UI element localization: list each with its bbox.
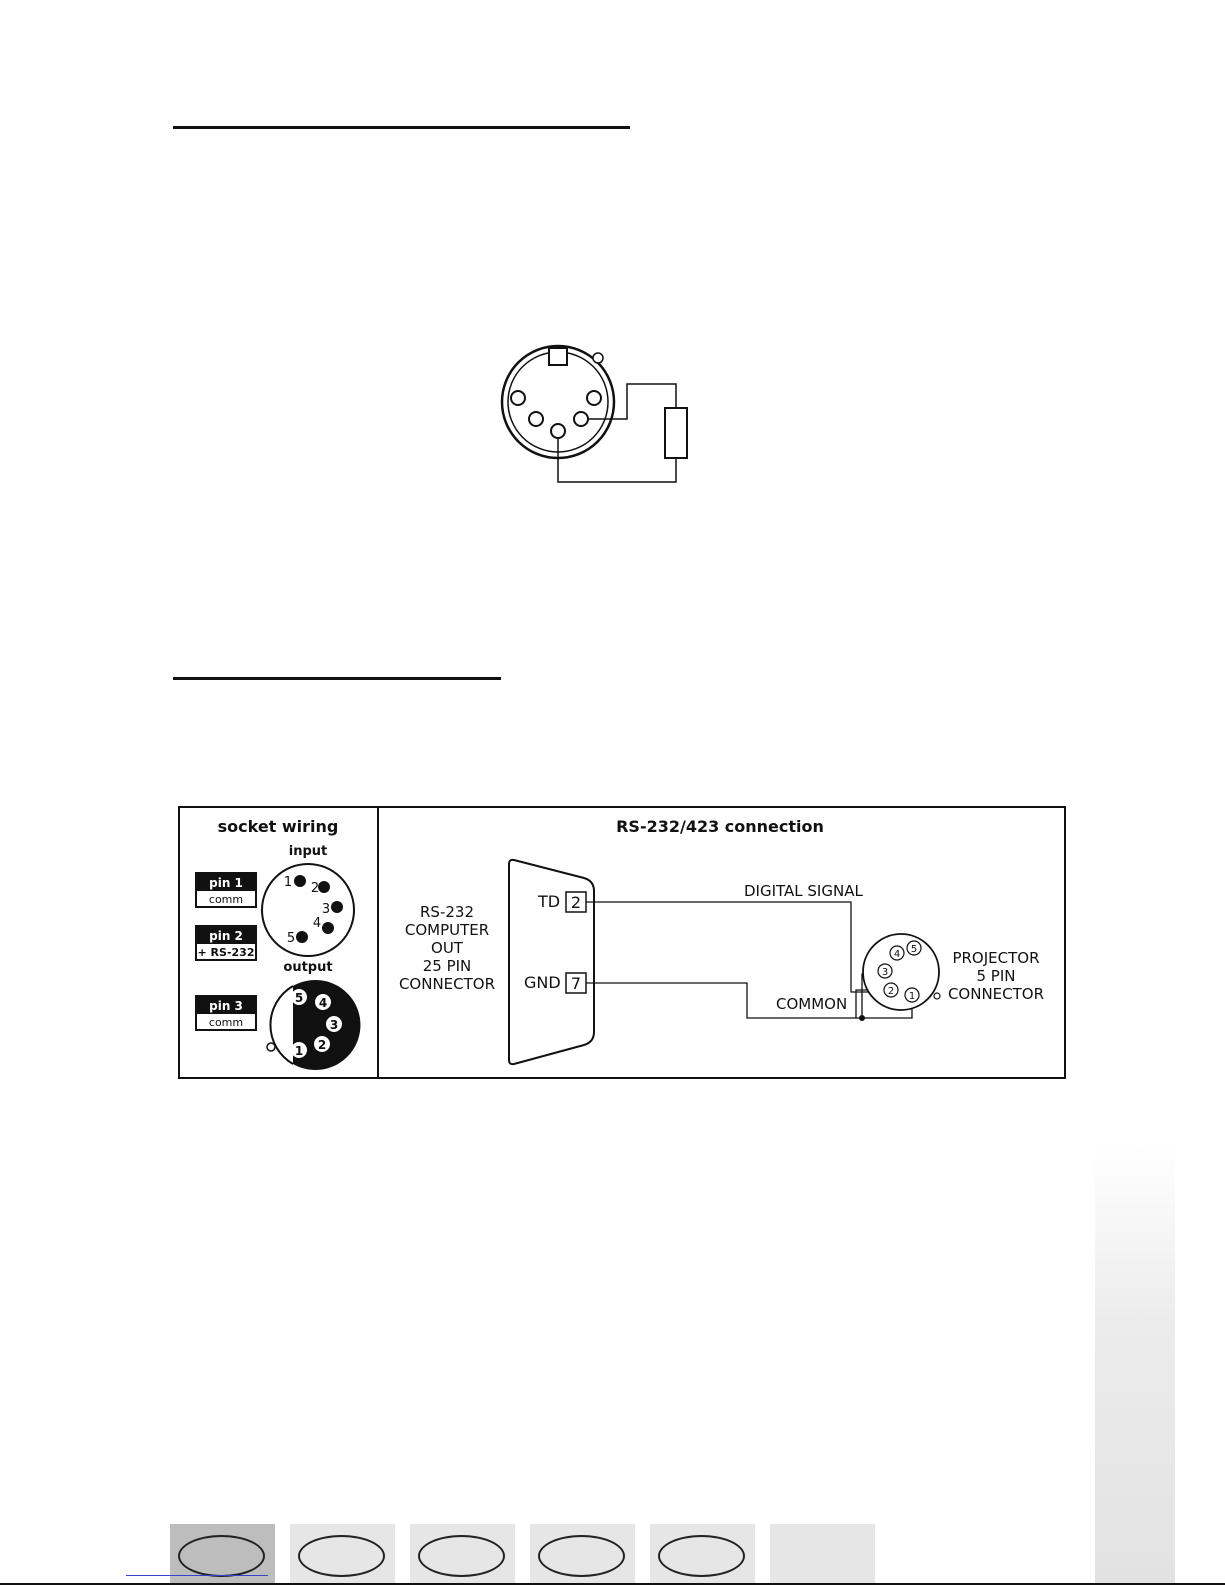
computer-label-line-1: RS-232 (420, 903, 474, 921)
input-label: input (288, 844, 328, 859)
projector-pin-1-label: 1 (908, 991, 916, 1002)
pin2-badge-top: pin 2 (209, 929, 243, 943)
pin3-badge-bottom: comm (208, 1016, 244, 1029)
input-pin-2-dot (318, 881, 330, 893)
input-pin-2-label: 2 (310, 881, 320, 896)
projector-connector (863, 934, 940, 1010)
projector-label-line-2: 5 PIN (976, 967, 1016, 985)
pin2-badge (196, 926, 256, 960)
output-pin-2-label: 2 (317, 1038, 327, 1052)
td-pin-number: 2 (570, 893, 582, 912)
pin1-badge (196, 873, 256, 907)
nav-tab-4[interactable] (530, 1524, 635, 1585)
pin3-badge-top: pin 3 (209, 999, 243, 1013)
db25-connector-shell (509, 860, 594, 1064)
gnd-pin-number: 7 (570, 974, 582, 993)
digital-signal-label: DIGITAL SIGNAL (744, 882, 863, 900)
input-pin-3-label: 3 (321, 902, 331, 917)
projector-pin-2-label: 2 (887, 986, 895, 997)
pin2-badge-bottom: + RS-232 (197, 946, 255, 959)
xlr-pin-2 (529, 412, 543, 426)
nav-tab-2-oval (298, 1535, 385, 1577)
computer-label-line-5: CONNECTOR (398, 975, 496, 993)
input-pin-4-dot (322, 922, 334, 934)
input-pin-4-label: 4 (312, 916, 322, 931)
section-rule-middle (173, 677, 501, 680)
nav-tab-2[interactable] (290, 1524, 395, 1585)
input-socket (262, 864, 354, 956)
common-junction (859, 1015, 865, 1021)
nav-tab-6[interactable] (770, 1524, 875, 1585)
common-label: COMMON (776, 995, 848, 1013)
computer-label-line-4: 25 PIN (422, 957, 472, 975)
projector-label-line-3: CONNECTOR (947, 985, 1045, 1003)
xlr-pin-3 (551, 424, 565, 438)
pin3-badge (196, 996, 256, 1030)
wiring-diagram-box (178, 806, 1068, 1081)
output-pin-3-label: 3 (329, 1018, 339, 1032)
xlr-pin-1 (511, 391, 525, 405)
projector-pin-5-label: 5 (910, 944, 918, 955)
input-pin-5-label: 5 (286, 931, 296, 946)
td-label: TD (538, 892, 561, 911)
side-margin-strip (1095, 1145, 1175, 1585)
output-pin-1-label: 1 (294, 1044, 304, 1058)
resistor-symbol (665, 408, 687, 458)
xlr-pin-4 (574, 412, 588, 426)
projector-pin-4-label: 4 (893, 949, 901, 960)
output-pin-5-label: 5 (294, 991, 304, 1005)
output-label: output (283, 960, 333, 975)
input-pin-3-dot (331, 901, 343, 913)
nav-tab-3[interactable] (410, 1524, 515, 1585)
input-pin-1-label: 1 (283, 875, 293, 890)
section-rule-top (173, 126, 630, 129)
input-pin-1-dot (294, 875, 306, 887)
computer-label-line-2: COMPUTER (404, 921, 490, 939)
nav-tab-4-oval (538, 1535, 625, 1577)
nav-link-underline[interactable] (126, 1575, 268, 1576)
terminator-diagram (495, 340, 715, 500)
nav-tab-3-oval (418, 1535, 505, 1577)
projector-label-line-1: PROJECTOR (952, 949, 1040, 967)
nav-tab-5[interactable] (650, 1524, 755, 1585)
pin1-badge-bottom: comm (208, 893, 244, 906)
resistor-wiring (558, 384, 687, 482)
projector-pin-3-label: 3 (881, 967, 889, 978)
pin1-badge-top: pin 1 (209, 876, 243, 890)
xlr-pin-5 (587, 391, 601, 405)
nav-tab-5-oval (658, 1535, 745, 1577)
nav-tab-1-oval (178, 1535, 265, 1577)
computer-label-line-3: OUT (431, 939, 463, 957)
input-pin-5-dot (296, 931, 308, 943)
gnd-label: GND (524, 973, 561, 992)
socket-wiring-title: socket wiring (217, 817, 339, 836)
output-pin-4-label: 4 (318, 996, 328, 1010)
connection-title: RS-232/423 connection (616, 817, 824, 836)
